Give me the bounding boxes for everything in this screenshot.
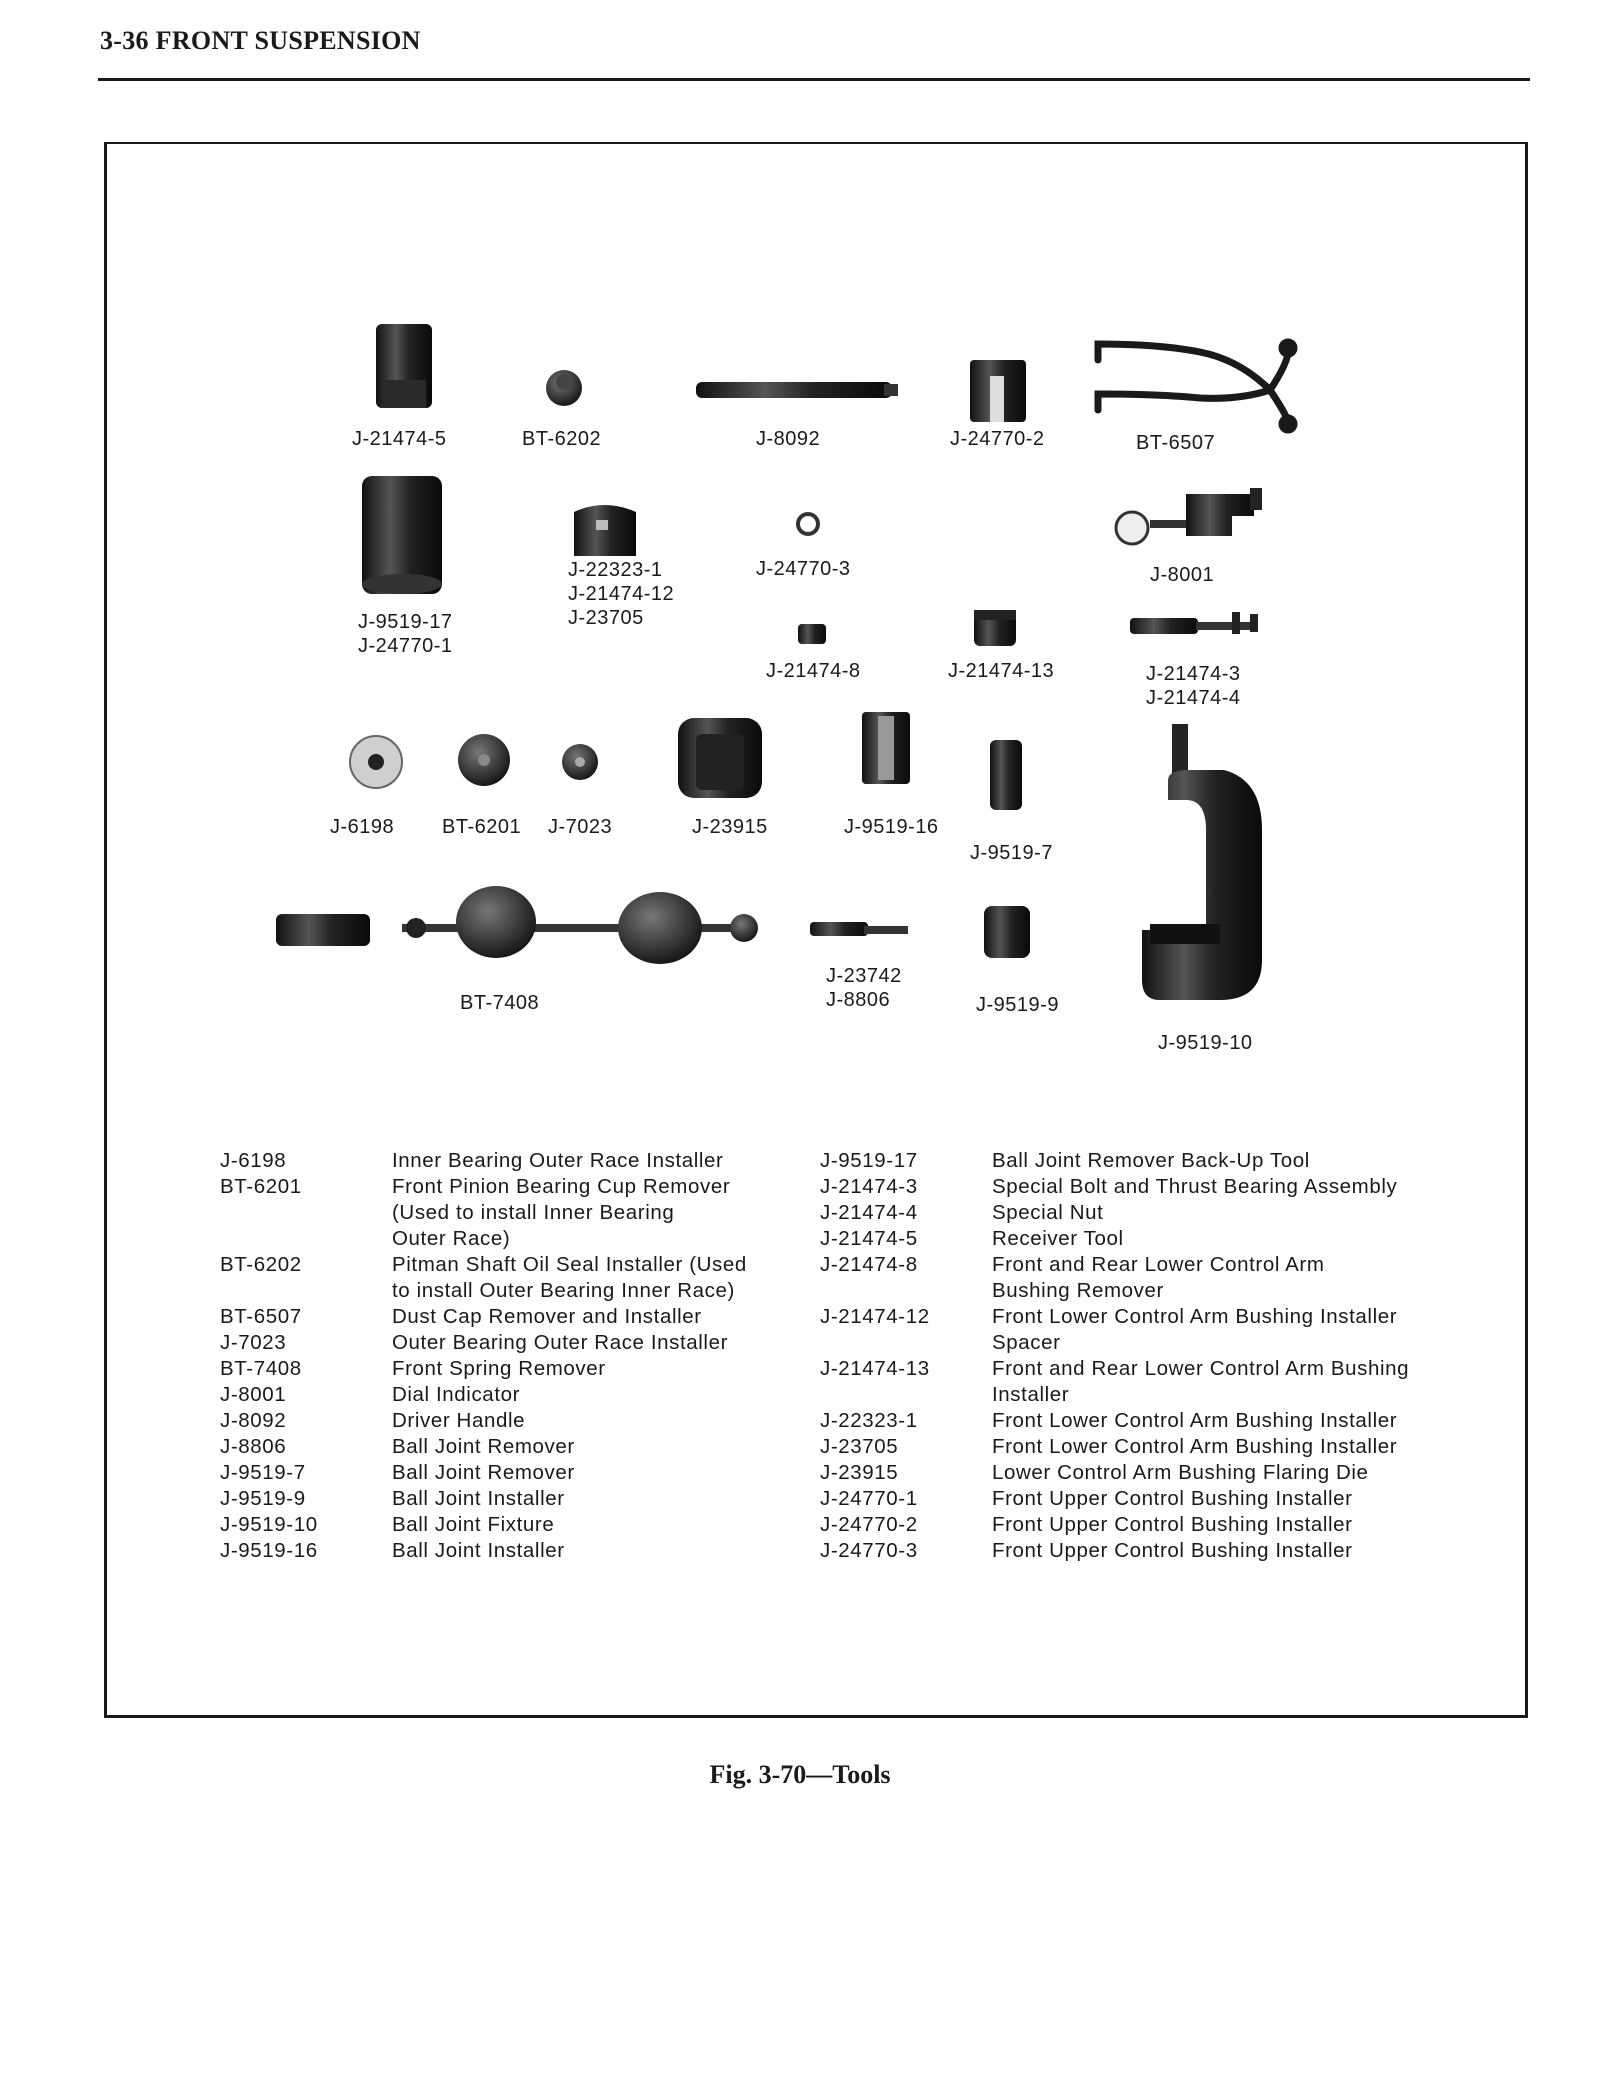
legend-description: Front Upper Control Bushing Installer [992,1539,1353,1562]
tool-label: BT-7408 [460,992,540,1014]
legend-number: J-24770-3 [820,1539,918,1562]
ball-joint-remover-8806-image [810,922,908,936]
legend-description: Front Pinion Bearing Cup Remover (Used to install Inner Bearing Outer Race) [392,1175,731,1250]
legend-row [220,1382,780,1408]
legend-row [820,1460,1460,1486]
legend-number: J-8001 [220,1383,287,1406]
legend-row [820,1148,1460,1174]
ball-joint-installer-9-image [984,906,1030,958]
legend-number: BT-6507 [220,1305,302,1328]
tool-label: J-9519-17 J-24770-1 [358,611,453,657]
tool-label: J-7023 [548,816,613,838]
adapter-image [276,914,370,946]
legend-row [820,1356,1460,1408]
ball-joint-remover-7-image [990,740,1022,810]
legend-right-column [820,1148,1460,1564]
tool-label: J-24770-3 [756,558,851,580]
tool-label: BT-6201 [442,816,522,838]
tool-label: J-9519-7 [970,842,1053,864]
legend-row [820,1486,1460,1512]
legend-description: Outer Bearing Outer Race Installer [392,1331,729,1354]
legend-row [220,1486,780,1512]
race-installer-image [350,736,402,788]
legend-number: J-24770-2 [820,1513,918,1536]
tool-label: J-8001 [1150,564,1215,586]
legend-row [820,1174,1460,1200]
legend-description: Ball Joint Fixture [392,1513,555,1536]
legend-description: Front Lower Control Arm Bushing Installer [992,1409,1398,1432]
legend-description: Front Lower Control Arm Bushing Installer [992,1435,1398,1458]
legend-number: J-6198 [220,1149,287,1172]
legend-number: BT-6202 [220,1253,302,1276]
tool-label: J-24770-2 [950,428,1045,450]
tool-label: J-9519-9 [976,994,1059,1016]
tool-label: J-21474-8 [766,660,861,682]
legend-number: J-23915 [820,1461,899,1484]
legend-row [220,1356,780,1382]
legend-description: Inner Bearing Outer Race Installer [392,1149,724,1172]
legend-row [820,1512,1460,1538]
legend-number: J-8092 [220,1409,287,1432]
legend-number: J-22323-1 [820,1409,918,1432]
tool-label: J-21474-3 J-21474-4 [1146,663,1241,709]
legend-description: Ball Joint Installer [392,1487,565,1510]
legend-row [820,1538,1460,1564]
legend-description: Dust Cap Remover and Installer [392,1305,702,1328]
legend-number: J-23705 [820,1435,899,1458]
legend-row [220,1148,780,1174]
control-arm-bushing-installer-image [974,610,1016,646]
tool-label: J-22323-1 J-21474-12 J-23705 [568,559,675,629]
legend-description: Ball Joint Remover Back-Up Tool [992,1149,1310,1172]
seal-installer-image [546,370,582,406]
tool-label: BT-6202 [522,428,602,450]
legend-number: BT-7408 [220,1357,302,1380]
legend-description: Front and Rear Lower Control Arm Bushing Remover [992,1253,1325,1302]
legend-row [220,1512,780,1538]
tool-label: J-8092 [756,428,821,450]
tool-label: J-9519-10 [1158,1032,1253,1054]
ball-joint-fixture-image [1142,724,1262,1000]
legend-number: J-9519-9 [220,1487,306,1510]
legend-row [820,1408,1460,1434]
legend-description: Special Bolt and Thrust Bearing Assembly [992,1175,1398,1198]
legend-row [820,1252,1460,1304]
legend-description: Pitman Shaft Oil Seal Installer (Used to install Outer Bearing Inner Race) [392,1253,747,1302]
legend-number: J-21474-3 [820,1175,918,1198]
bushing-installer-2-image [970,360,1026,422]
legend-description: Front Lower Control Arm Bushing Installer Spacer [992,1305,1398,1354]
flaring-die-image [678,718,762,798]
legend-row [820,1304,1460,1356]
legend-description: Special Nut [992,1201,1104,1224]
legend-description: Front Upper Control Bushing Installer [992,1487,1353,1510]
legend-number: J-9519-10 [220,1513,318,1536]
dust-cap-pliers-image [1098,342,1294,430]
tool-label: J-6198 [330,816,395,838]
legend-description: Front and Rear Lower Control Arm Bushing Installer [992,1357,1410,1406]
ring-image [798,514,818,534]
legend-row [220,1330,780,1356]
outer-race-installer-image [562,744,598,780]
tool-label: J-21474-5 [352,428,447,450]
driver-handle-image [696,382,898,398]
tool-label: J-9519-16 [844,816,939,838]
legend-row [820,1226,1460,1252]
spring-remover-image [402,886,758,964]
legend-row [220,1538,780,1564]
legend-left-column [220,1148,780,1564]
tool-label: J-21474-13 [948,660,1055,682]
pinion-cup-remover-image [458,734,510,786]
page-header: 3-36 FRONT SUSPENSION [100,26,421,55]
legend-number: J-9519-16 [220,1539,318,1562]
back-up-tool-image [362,476,442,594]
ball-joint-installer-16-image [862,712,910,784]
legend-row [820,1200,1460,1226]
receiver-tool-image [376,324,432,408]
legend-number: BT-6201 [220,1175,302,1198]
legend-description: Receiver Tool [992,1227,1124,1250]
legend-description: Dial Indicator [392,1383,521,1406]
legend-description: Front Upper Control Bushing Installer [992,1513,1353,1536]
legend-row [820,1434,1460,1460]
legend-row [220,1304,780,1330]
legend-number: J-21474-5 [820,1227,918,1250]
legend-description: Ball Joint Remover [392,1435,575,1458]
legend-description: Ball Joint Installer [392,1539,565,1562]
figure-caption: Fig. 3-70—Tools [709,1760,891,1789]
legend-number: J-7023 [220,1331,287,1354]
legend-description: Driver Handle [392,1409,526,1432]
legend-row [220,1434,780,1460]
legend-description: Ball Joint Remover [392,1461,575,1484]
tool-label: BT-6507 [1136,432,1216,454]
legend-number: J-21474-8 [820,1253,918,1276]
legend-number: J-24770-1 [820,1487,918,1510]
legend-description: Front Spring Remover [392,1357,606,1380]
legend-row [220,1174,780,1252]
legend-number: J-9519-17 [820,1149,918,1172]
legend-description: Lower Control Arm Bushing Flaring Die [992,1461,1369,1484]
special-bolt-image [1130,612,1258,634]
legend-row [220,1460,780,1486]
bushing-installer-spacer-image [574,505,636,556]
legend-row [220,1252,780,1304]
legend-row [220,1408,780,1434]
dial-indicator-image [1116,488,1262,544]
legend-number: J-9519-7 [220,1461,306,1484]
legend-number: J-21474-13 [820,1357,930,1380]
legend-number: J-21474-4 [820,1201,918,1224]
control-arm-bushing-remover-image [798,624,826,644]
tool-label: J-23742 J-8806 [826,965,902,1011]
legend-number: J-21474-12 [820,1305,930,1328]
legend-number: J-8806 [220,1435,287,1458]
tool-label: J-23915 [692,816,768,838]
